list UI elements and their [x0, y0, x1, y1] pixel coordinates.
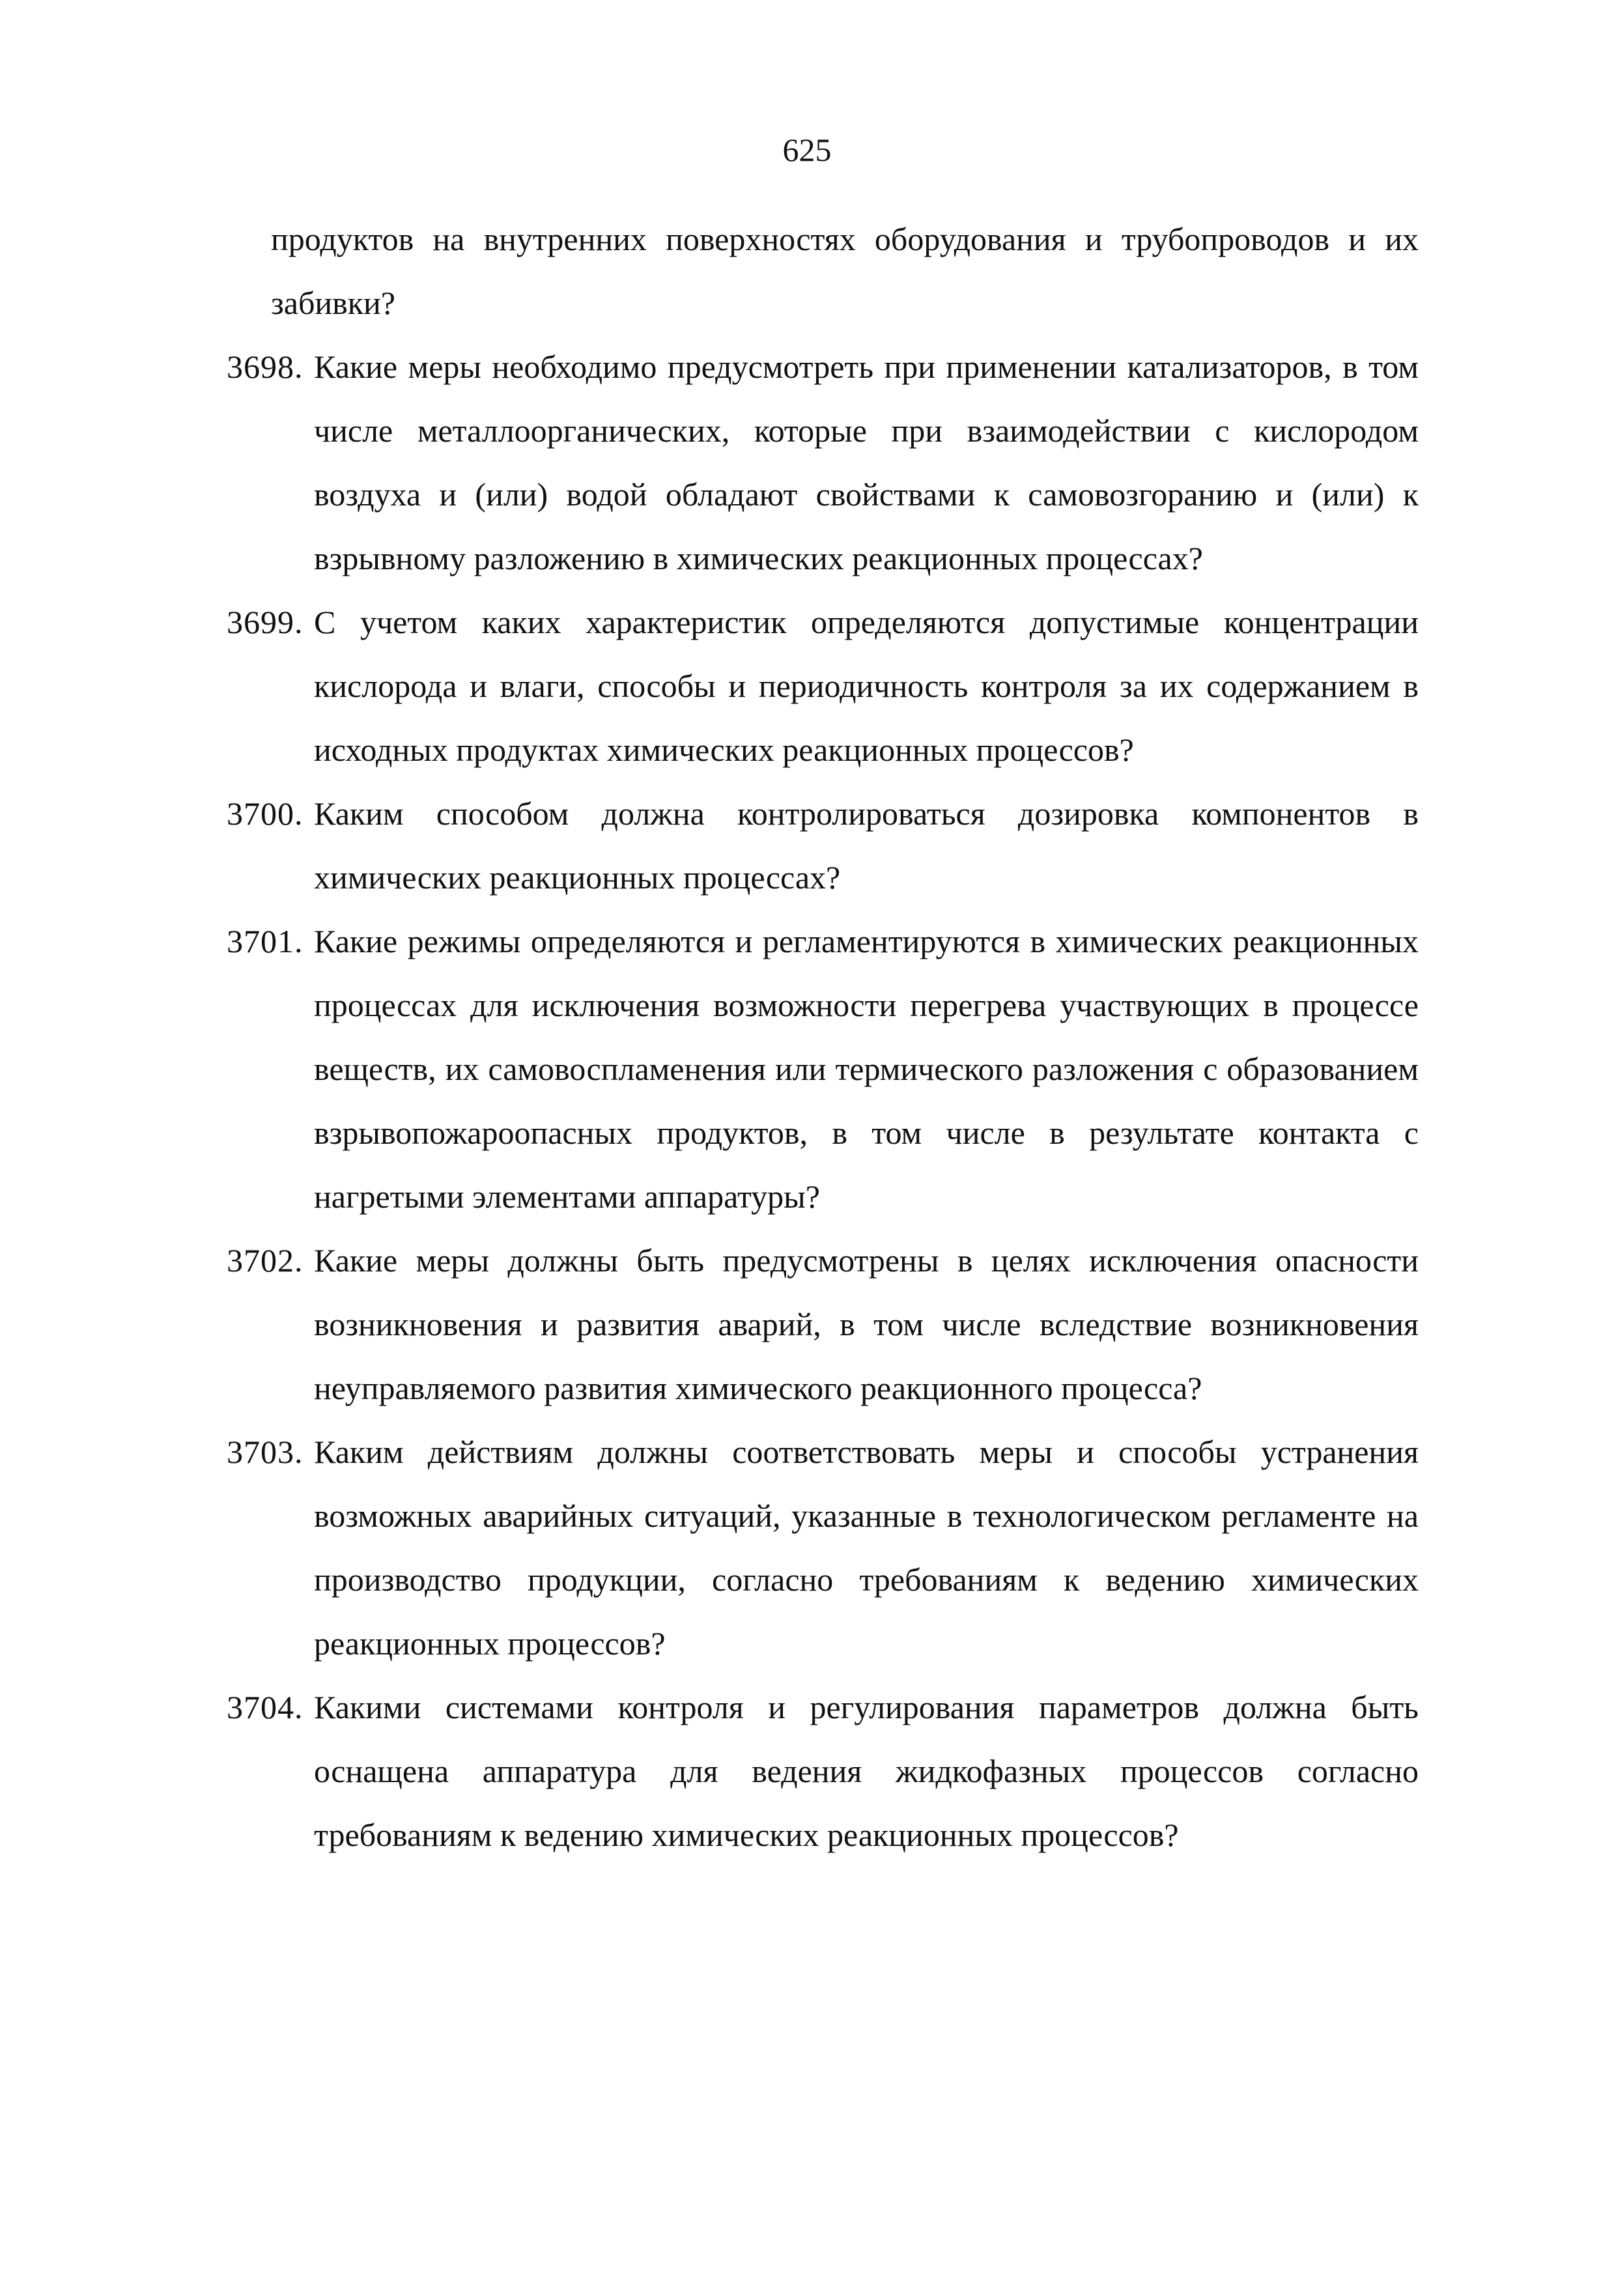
question-number: 3703. — [227, 1434, 304, 1470]
question-text: Какие режимы определяются и регламентируются в химических реакционных процессах для исключения возможности перегрева участвующих в процессе веществ, их самовоспламенения или термического разложения с образованием взрывопожароопасных продуктов, в том числе в результате контакта с нагретыми элементами аппаратуры? — [314, 923, 1419, 1215]
question-text: Какие меры должны быть предусмотрены в целях исключения опасности возникновения и развития аварий, в том числе вследствие возникновения неуправляемого развития химического реакционного процесса? — [314, 1242, 1419, 1406]
question-text: Каким действиям должны соответствовать меры и способы устранения возможных аварийных ситуаций, указанные в технологическом регламенте на производство продукции, согласно требованиям к ведению химических реакционных процессов? — [314, 1434, 1419, 1662]
question-number: 3704. — [227, 1689, 304, 1725]
question-text: Каким способом должна контролироваться дозировка компонентов в химических реакционных процессах? — [314, 795, 1419, 896]
question-text: Какие меры необходимо предусмотреть при применении катализаторов, в том числе металлоорганических, которые при взаимодействии с кислородом воздуха и (или) водой обладают свойствами к самовозгоранию и (или) к взрывному разложению в химических реакционных процессах? — [314, 348, 1419, 576]
question-3701 — [227, 909, 1419, 1228]
question-3702 — [227, 1228, 1419, 1420]
question-number: 3701. — [227, 923, 304, 959]
question-3700 — [227, 782, 1419, 909]
question-3699 — [227, 590, 1419, 782]
question-number: 3699. — [227, 604, 304, 640]
question-3704 — [227, 1675, 1419, 1867]
question-number: 3700. — [227, 795, 304, 832]
question-3698 — [227, 335, 1419, 590]
continuation-text: продуктов на внутренних поверхностях оборудования и трубопроводов и их забивки? — [271, 221, 1419, 321]
page-content — [227, 207, 1419, 1867]
page-number: 625 — [782, 132, 832, 168]
question-number: 3702. — [227, 1242, 304, 1279]
question-text: Какими системами контроля и регулирования параметров должна быть оснащена аппаратура для ведения жидкофазных процессов согласно требованиям к ведению химических реакционных процессов? — [314, 1689, 1419, 1853]
question-3703 — [227, 1420, 1419, 1675]
question-number: 3698. — [227, 348, 304, 385]
question-text: С учетом каких характеристик определяются допустимые концентрации кислорода и влаги, способы и периодичность контроля за их содержанием в исходных продуктах химических реакционных процессов? — [314, 604, 1419, 768]
